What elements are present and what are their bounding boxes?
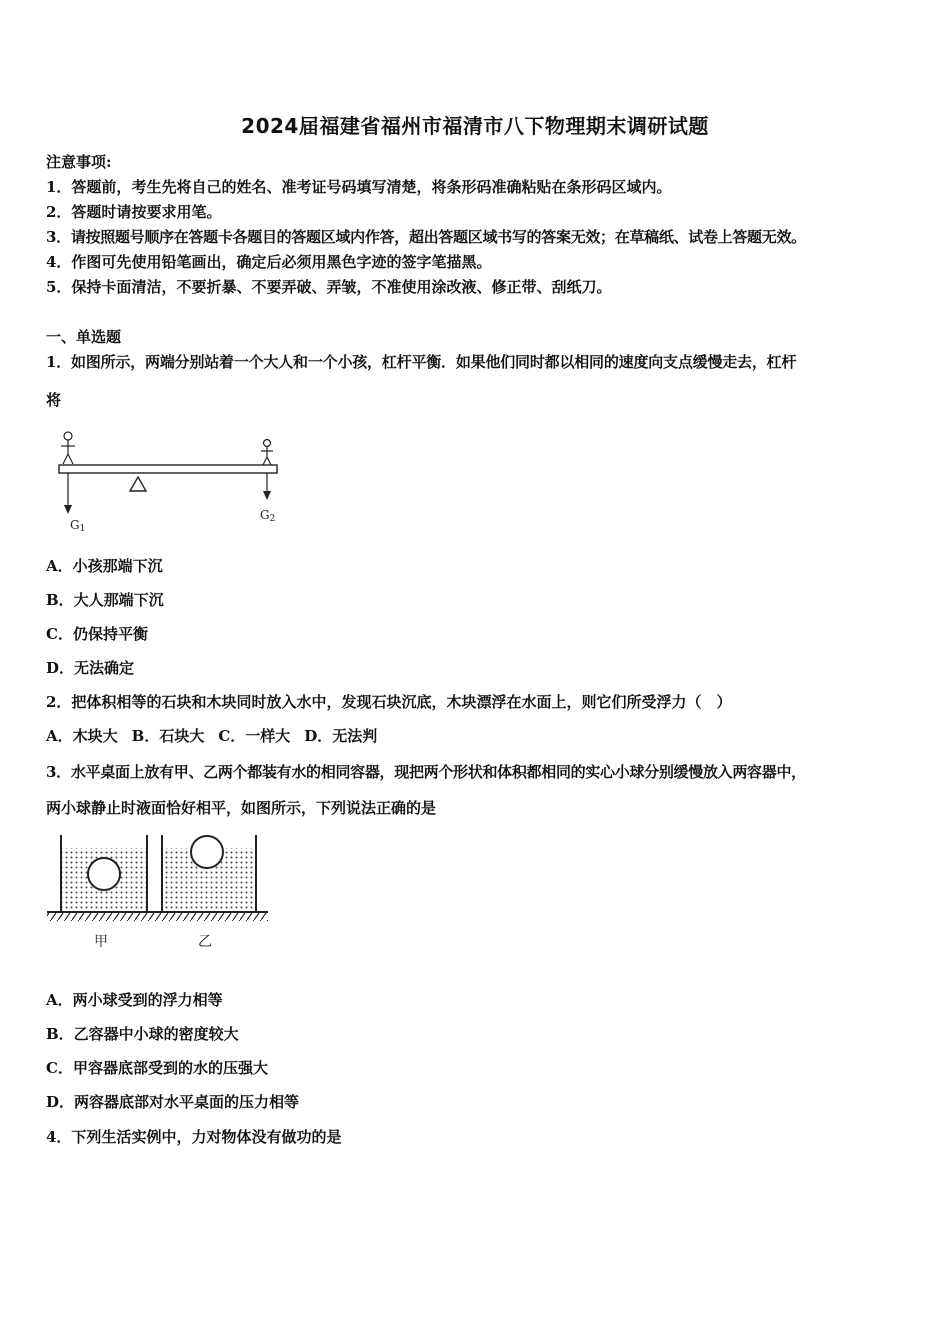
- containers-figure: [44, 830, 274, 955]
- adult-figure: [61, 432, 75, 464]
- q3-option-d: D．两容器底部对水平桌面的压力相等: [46, 1093, 300, 1111]
- q3-text-line1: 3．水平桌面上放有甲、乙两个都装有水的相同容器，现把两个形状和体积都相同的实心小球分别缓慢放入两容器中，: [46, 763, 806, 781]
- g2-label: G2: [260, 508, 276, 524]
- q2-option-c: C．一样大: [218, 727, 291, 745]
- page-title: 2024届福建省福州市福清市八下物理期末调研试题: [241, 114, 709, 138]
- q4-text: 4．下列生活实例中，力对物体没有做功的是: [46, 1128, 342, 1146]
- fulcrum-triangle: [130, 477, 146, 491]
- q3-text-line2: 两小球静止时液面恰好相平，如图所示，下列说法正确的是: [46, 799, 437, 817]
- q2-option-d: D．无法判: [304, 727, 378, 745]
- ball-jia: [88, 858, 120, 890]
- q1-option-c: C．仍保持平衡: [46, 625, 148, 643]
- q3-option-b: B．乙容器中小球的密度较大: [46, 1025, 239, 1043]
- q1-text-line2: 将: [46, 391, 62, 409]
- q3-option-c: C．甲容器底部受到的水的压强大: [46, 1059, 268, 1077]
- notice-item-2: 2．答题时请按要求用笔。: [46, 203, 222, 221]
- notice-item-5: 5．保持卡面清洁，不要折暴、不要弄破、弄皱，不准使用涂改液、修正带、刮纸刀。: [46, 278, 612, 296]
- g1-label: G1: [70, 518, 86, 534]
- section-heading: 一、单选题: [46, 328, 122, 346]
- q2-options-row: [46, 726, 377, 746]
- q2-text: 2．把体积相等的石块和木块同时放入水中，发现石块沉底，木块漂浮在水面上，则它们所受浮力（ ）: [46, 693, 732, 711]
- q1-option-a: A．小孩那端下沉: [46, 557, 163, 575]
- q1-option-d: D．无法确定: [46, 659, 135, 677]
- notice-item-1: 1．答题前，考生先将自己的姓名、准考证号码填写清楚，将条形码准确粘贴在条形码区域内。: [46, 178, 672, 196]
- g1-arrow-head: [64, 505, 72, 514]
- label-yi: 乙: [198, 934, 212, 950]
- lever-beam: [59, 465, 277, 473]
- child-figure: [261, 440, 273, 466]
- q2-option-a: A．木块大: [46, 727, 118, 745]
- q1-option-b: B．大人那端下沉: [46, 591, 164, 609]
- g2-arrow-head: [263, 491, 271, 500]
- notice-item-4: 4．作图可先使用铅笔画出，确定后必须用黑色字迹的签字笔描黑。: [46, 253, 492, 271]
- notice-item-3: 3．请按照题号顺序在答题卡各题目的答题区域内作答，超出答题区域书写的答案无效；在草稿纸、试卷上答题无效。: [46, 228, 806, 246]
- label-jia: 甲: [94, 934, 108, 950]
- q3-option-a: A．两小球受到的浮力相等: [46, 991, 223, 1009]
- notice-heading: 注意事项:: [46, 153, 112, 171]
- q2-option-b: B．石块大: [131, 727, 205, 745]
- q1-text-line1: 1．如图所示，两端分别站着一个大人和一个小孩，杠杆平衡．如果他们同时都以相同的速度向支点缓慢走去，杠杆: [46, 353, 797, 371]
- lever-figure: [46, 425, 296, 540]
- ball-yi: [191, 836, 223, 868]
